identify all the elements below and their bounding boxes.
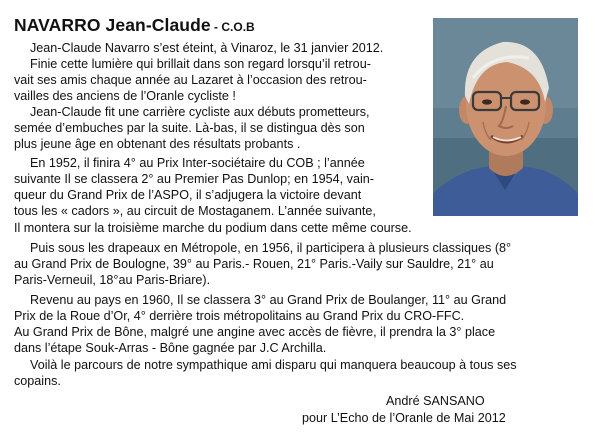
body-line-10: queur du Grand Prix de l’ASPO, il s’adjugera la victoire devant (14, 188, 362, 202)
body-line-14: au Grand Prix de Boulogne, 39° au Paris.- Rouen, 21° Paris.-Vaily sur Sauldre, 21° au (14, 257, 494, 271)
body-line-2: Finie cette lumière qui brillait dans son regard lorsqu’il retrou- (30, 57, 371, 71)
title-name: NAVARRO Jean-Claude (14, 15, 211, 35)
portrait-image (433, 18, 578, 216)
body-line-11: tous les « cadors », au circuit de Mostaganem. L’année suivante, (14, 204, 376, 218)
portrait-photo (433, 18, 578, 216)
signature-author: André SANSANO (386, 394, 485, 408)
body-line-1: Jean-Claude Navarro s’est éteint, à Vinaroz, le 31 janvier 2012. (30, 41, 384, 55)
body-line-17: Prix de la Roue d’Or, 4° derrière trois métropolitains au Grand Prix du CRO-FFC. (14, 309, 465, 323)
body-line-8: En 1952, il finira 4° au Prix Inter-sociétaire du COB ; l’année (30, 156, 365, 170)
body-line-13: Puis sous les drapeaux en Métropole, en 1956, il participera à plusieurs classiques (8° (30, 241, 512, 255)
body-line-15: Paris-Verneuil, 18°au Paris-Briare). (14, 273, 211, 287)
body-line-3: vait ses amis chaque année au Lazaret à l’occasion des retrou- (14, 73, 367, 87)
body-line-7: plus jeune âge en obtenant des résultats probants . (14, 137, 301, 151)
body-line-9: suivante Il se classera 2° au Premier Pas Dunlop; en 1954, vain- (14, 172, 374, 186)
article-title (14, 9, 255, 38)
signature-source: pour L’Echo de l’Oranle de Mai 2012 (302, 411, 506, 425)
title-club: - C.O.B (210, 20, 255, 34)
body-line-20: Voilà le parcours de notre sympathique ami disparu qui manquera beaucoup à tous ses (30, 358, 517, 372)
body-line-18: Au Grand Prix de Bône, malgré une angine avec accès de fièvre, il prendra la 3° place (14, 325, 496, 339)
body-line-12: Il montera sur la troisième marche du podium dans cette même course. (14, 221, 412, 235)
body-line-5: Jean-Claude fit une carrière cycliste aux débuts prometteurs, (30, 105, 370, 119)
body-line-6: semée d’embuches par la suite. Là-bas, il se distingua dès son (14, 121, 365, 135)
body-line-16: Revenu au pays en 1960, Il se classera 3° au Grand Prix de Boulanger, 11° au Grand (30, 293, 507, 307)
body-line-21: copains. (14, 374, 61, 388)
body-line-4: vailles des anciens de l’Oranle cycliste ! (14, 89, 236, 103)
body-line-19: dans l’étape Souk-Arras - Bône gagnée par J.C Archilla. (14, 341, 327, 355)
